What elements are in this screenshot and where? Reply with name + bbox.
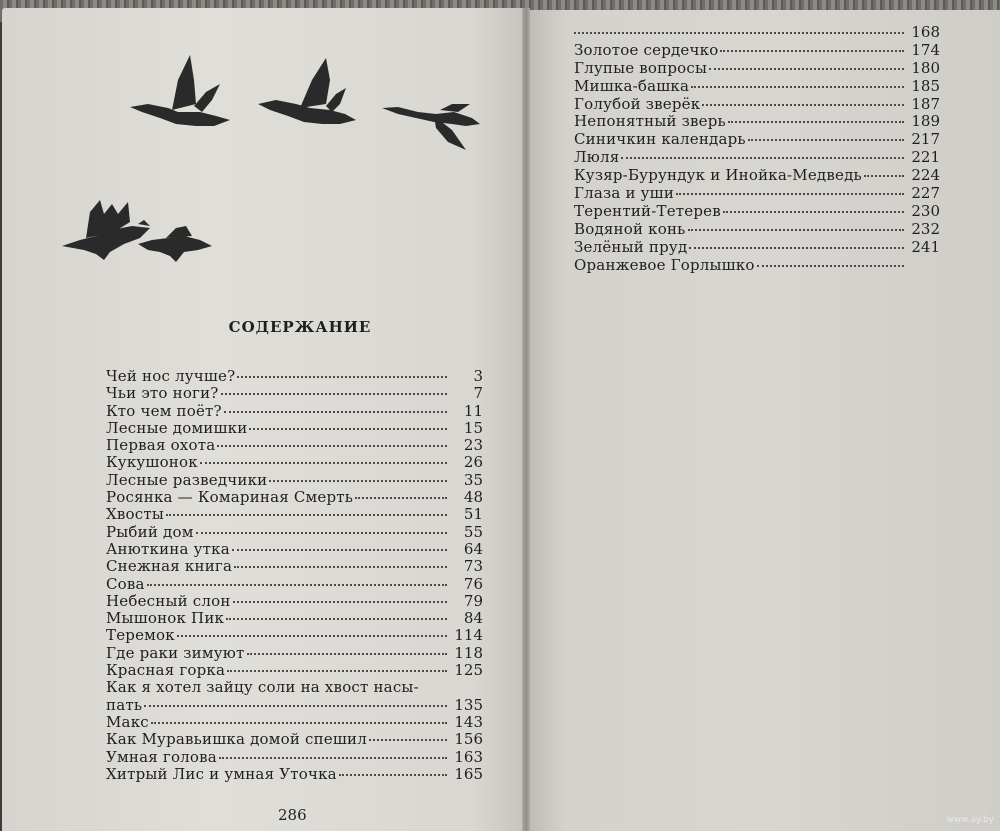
leader-dots bbox=[224, 410, 447, 413]
entry-page: 11 bbox=[463, 401, 483, 420]
toc-entry bbox=[574, 96, 940, 114]
leader-dots bbox=[227, 669, 447, 672]
entry-title: Водяной конь bbox=[574, 219, 686, 238]
entry-title: Рыбий дом bbox=[106, 522, 194, 541]
entry-page: 168 bbox=[911, 23, 940, 41]
toc-entry bbox=[106, 524, 483, 541]
leader-dots bbox=[144, 704, 447, 707]
toc-entry bbox=[106, 558, 483, 575]
toc-entry bbox=[106, 627, 483, 644]
toc-entry bbox=[106, 731, 483, 748]
book-gutter bbox=[522, 8, 530, 831]
leader-dots bbox=[247, 652, 447, 655]
sparrow-icon bbox=[138, 226, 212, 262]
entry-page: 15 bbox=[463, 418, 483, 437]
toc-entry bbox=[574, 131, 940, 149]
entry-page: 174 bbox=[911, 40, 940, 59]
toc-right bbox=[574, 24, 940, 274]
entry-page: 135 bbox=[454, 695, 483, 714]
toc-entry bbox=[574, 239, 940, 257]
entry-title: Кукушонок bbox=[106, 453, 198, 472]
leader-dots bbox=[234, 565, 447, 568]
toc-entry bbox=[574, 149, 940, 167]
entry-page: 221 bbox=[911, 148, 940, 167]
toc-entry bbox=[574, 167, 940, 185]
entry-title: Хвосты bbox=[106, 505, 164, 524]
leader-dots bbox=[574, 31, 904, 34]
toc-entry bbox=[574, 221, 940, 239]
toc-entry bbox=[106, 403, 483, 420]
contents-heading: СОДЕРЖАНИЕ bbox=[228, 318, 372, 336]
leader-dots bbox=[748, 138, 904, 141]
entry-page: 189 bbox=[911, 112, 940, 131]
entry-page: 73 bbox=[463, 557, 483, 576]
leader-dots bbox=[217, 444, 447, 447]
toc-entry bbox=[574, 113, 940, 131]
entry-title: Где раки зимуют bbox=[106, 643, 245, 662]
entry-page: 64 bbox=[463, 539, 483, 558]
toc-entry bbox=[106, 714, 483, 731]
toc-entry bbox=[106, 697, 483, 714]
leader-dots bbox=[233, 600, 447, 603]
toc-entry bbox=[106, 576, 483, 593]
entry-page: 23 bbox=[463, 436, 483, 455]
leader-dots bbox=[221, 392, 447, 395]
leader-dots bbox=[237, 375, 447, 378]
leader-dots bbox=[232, 548, 447, 551]
entry-page: 217 bbox=[911, 130, 940, 149]
entry-page: 35 bbox=[463, 470, 483, 489]
toc-entry bbox=[106, 749, 483, 766]
toc-entry bbox=[574, 42, 940, 60]
toc-entry bbox=[106, 506, 483, 523]
entry-page: 224 bbox=[911, 166, 940, 185]
entry-page: 163 bbox=[454, 747, 483, 766]
entry-title: Кто чем поёт? bbox=[106, 401, 222, 420]
entry-title: Теремок bbox=[106, 626, 175, 645]
entry-title: Терентий-Тетерев bbox=[574, 201, 721, 220]
toc-entry bbox=[106, 437, 483, 454]
leader-dots bbox=[728, 120, 904, 123]
leader-dots bbox=[723, 210, 904, 213]
toc-entry bbox=[574, 60, 940, 78]
entry-page: 51 bbox=[463, 505, 483, 524]
toc-entry bbox=[106, 645, 483, 662]
page-number: 286 bbox=[278, 806, 307, 824]
entry-page: 143 bbox=[454, 712, 483, 731]
entry-title: Сова bbox=[106, 574, 145, 593]
toc-entry bbox=[574, 203, 940, 221]
entry-title: Лесные домишки bbox=[106, 418, 248, 437]
toc-entry bbox=[574, 78, 940, 96]
toc-entry bbox=[106, 489, 483, 506]
leader-dots bbox=[339, 773, 447, 776]
entry-page: 185 bbox=[911, 76, 940, 95]
leader-dots bbox=[355, 496, 447, 499]
birds-illustration bbox=[0, 0, 520, 280]
toc-entry bbox=[106, 593, 483, 610]
entry-page: 118 bbox=[454, 643, 483, 662]
toc-entry bbox=[574, 24, 940, 42]
entry-title: Снежная книга bbox=[106, 557, 233, 576]
entry-title: Кузяр-Бурундук и Инойка-Медведь bbox=[574, 166, 862, 185]
leader-dots bbox=[688, 228, 904, 231]
toc-entry bbox=[574, 185, 940, 203]
leader-dots bbox=[269, 479, 447, 482]
leader-dots bbox=[226, 617, 447, 620]
leader-dots bbox=[200, 461, 447, 464]
toc-entry bbox=[106, 662, 483, 679]
toc-entry bbox=[106, 472, 483, 489]
leader-dots bbox=[757, 264, 904, 267]
entry-title: Красная горка bbox=[106, 661, 226, 680]
leader-dots bbox=[864, 174, 904, 177]
entry-title: Синичкин календарь bbox=[574, 130, 746, 149]
entry-title: Первая охота bbox=[106, 436, 216, 455]
entry-page: 7 bbox=[473, 384, 483, 403]
entry-page: 165 bbox=[454, 764, 483, 783]
leader-dots bbox=[166, 513, 447, 516]
entry-title: Оранжевое Горлышко bbox=[574, 255, 755, 274]
toc-entry bbox=[106, 766, 483, 783]
entry-page: 48 bbox=[463, 488, 483, 507]
entry-page: 26 bbox=[463, 453, 483, 472]
entry-title: Зелёный пруд bbox=[574, 237, 688, 256]
entry-page: 3 bbox=[473, 367, 483, 385]
entry-page: 125 bbox=[454, 661, 483, 680]
flying-goose-icon bbox=[258, 58, 356, 124]
leader-dots bbox=[151, 721, 447, 724]
entry-page: 180 bbox=[911, 58, 940, 77]
entry-title: Как я хотел зайцу соли на хвост насы- bbox=[106, 678, 419, 697]
toc-entry bbox=[106, 454, 483, 471]
entry-title: Хитрый Лис и умная Уточка bbox=[106, 764, 337, 783]
entry-title: Как Муравьишка домой спешил bbox=[106, 730, 367, 749]
watermark: www.ay.by bbox=[946, 815, 994, 825]
toc-entry bbox=[574, 257, 940, 275]
leader-dots bbox=[219, 756, 447, 759]
toc-entry bbox=[106, 368, 483, 385]
toc-entry bbox=[106, 541, 483, 558]
entry-title: Люля bbox=[574, 148, 620, 167]
leader-dots bbox=[702, 103, 904, 106]
entry-title: Умная голова bbox=[106, 747, 217, 766]
entry-title: Золотое сердечко bbox=[574, 40, 719, 59]
entry-title: Росянка — Комариная Смерть bbox=[106, 488, 354, 507]
leader-dots bbox=[369, 738, 447, 741]
leader-dots bbox=[177, 634, 447, 637]
entry-page: 187 bbox=[911, 94, 940, 113]
flying-goose-icon bbox=[130, 55, 230, 126]
entry-title: Анюткина утка bbox=[106, 539, 230, 558]
toc-entry bbox=[106, 420, 483, 437]
sparrow-icon bbox=[62, 200, 150, 260]
entry-title: Голубой зверёк bbox=[574, 94, 701, 113]
entry-title: Непонятный зверь bbox=[574, 112, 726, 131]
flying-goose-icon bbox=[382, 104, 480, 150]
toc-entry bbox=[106, 679, 483, 696]
leader-dots bbox=[720, 49, 904, 52]
entry-title: Мышонок Пик bbox=[106, 609, 225, 628]
entry-page: 156 bbox=[454, 730, 483, 749]
entry-title: Лесные разведчики bbox=[106, 470, 268, 489]
leader-dots bbox=[196, 531, 447, 534]
entry-title: Мишка-башка bbox=[574, 76, 690, 95]
entry-page: 55 bbox=[463, 522, 483, 541]
leader-dots bbox=[676, 192, 904, 195]
toc-entry bbox=[106, 385, 483, 402]
entry-page: 230 bbox=[911, 201, 940, 220]
entry-page: 227 bbox=[911, 184, 940, 203]
entry-title: пать bbox=[106, 695, 143, 714]
entry-title: Глупые вопросы bbox=[574, 58, 708, 77]
entry-page: 84 bbox=[463, 609, 483, 628]
entry-page: 114 bbox=[454, 626, 483, 645]
entry-title: Чьи это ноги? bbox=[106, 384, 219, 403]
entry-title: Глаза и уши bbox=[574, 184, 675, 203]
entry-title: Чей нос лучше? bbox=[106, 367, 236, 385]
leader-dots bbox=[621, 156, 904, 159]
entry-page: 76 bbox=[463, 574, 483, 593]
entry-page: 241 bbox=[911, 237, 940, 256]
leader-dots bbox=[691, 85, 904, 88]
leader-dots bbox=[147, 583, 447, 586]
leader-dots bbox=[249, 427, 447, 430]
entry-title: Небесный слон bbox=[106, 591, 231, 610]
entry-page: 79 bbox=[463, 591, 483, 610]
toc-left bbox=[106, 368, 483, 783]
entry-title: Макс bbox=[106, 712, 149, 731]
leader-dots bbox=[709, 67, 904, 70]
toc-entry bbox=[106, 610, 483, 627]
leader-dots bbox=[689, 246, 904, 249]
entry-page: 232 bbox=[911, 219, 940, 238]
